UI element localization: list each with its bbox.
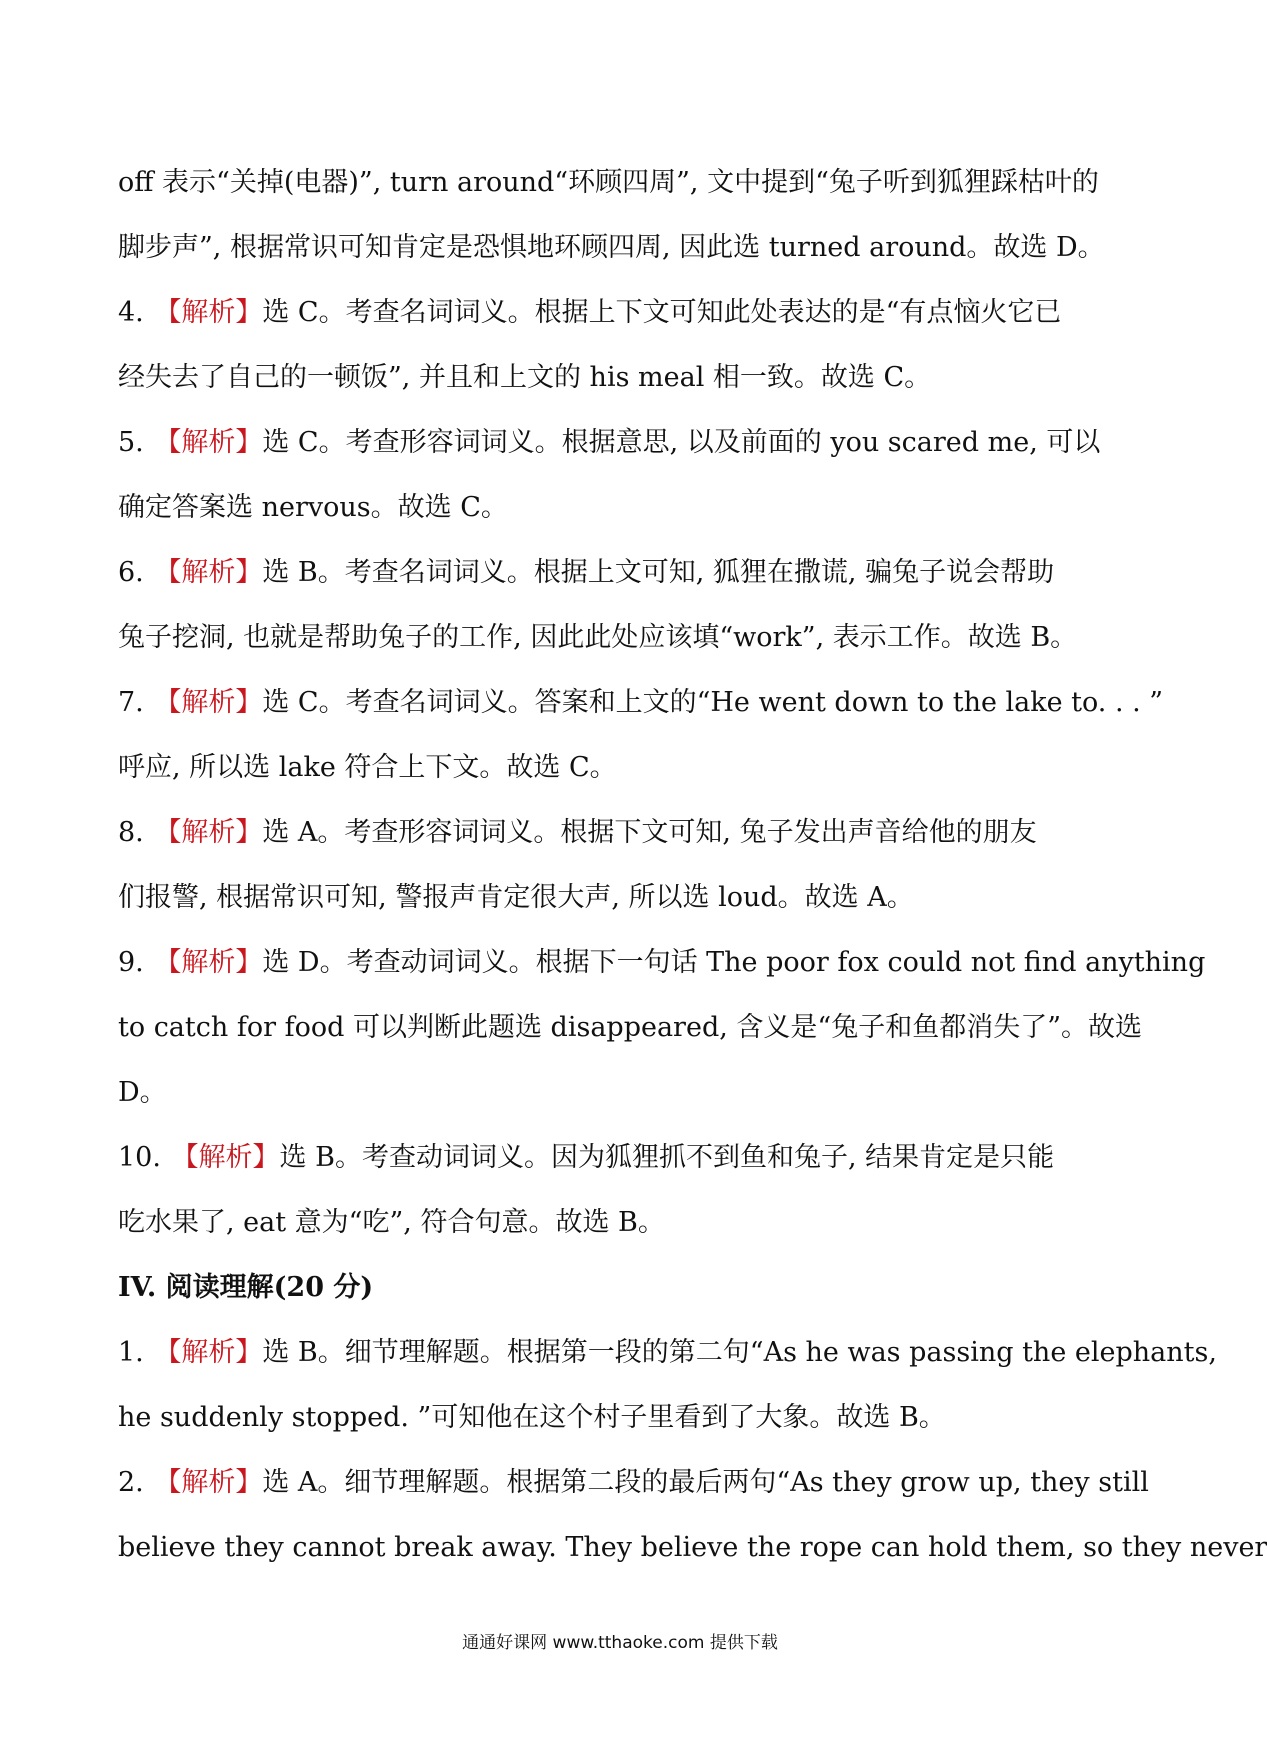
text-line: [118, 1125, 1128, 1190]
text-line: [118, 540, 1128, 605]
line-text: 确定答案选 nervous。故选 C。: [118, 492, 508, 523]
text-line: [118, 1450, 1149, 1515]
line-text: 选 B。考查动词词义。因为狐狸抓不到鱼和兔子, 结果肯定是只能: [279, 1142, 1055, 1173]
analysis-tag: 【解析】: [154, 1337, 263, 1368]
line-text: 呼应, 所以选 lake 符合上下文。故选 C。: [118, 752, 617, 783]
text-line: [118, 1320, 1217, 1385]
line-text: 兔子挖洞, 也就是帮助兔子的工作, 因此此处应该填“work”, 表示工作。故选 B。: [118, 622, 1078, 653]
text-line: [118, 1060, 1128, 1125]
analysis-tag: 【解析】: [154, 1467, 263, 1498]
text-line: [118, 1515, 1267, 1580]
line-text: 选 A。考查形容词词义。根据下文可知, 兔子发出声音给他的朋友: [262, 817, 1037, 848]
item-number: 8.: [118, 817, 153, 848]
text-line: [118, 215, 1128, 280]
answer-explanations: [118, 150, 1267, 1580]
line-text: 选 D。考查动词词义。根据下一句话 The poor fox could not find anything: [262, 947, 1206, 978]
line-text: 脚步声”, 根据常识可知肯定是恐惧地环顾四周, 因此选 turned around。故选 D。: [118, 232, 1105, 263]
text-line: [118, 605, 1128, 670]
analysis-tag: 【解析】: [171, 1142, 280, 1173]
text-line: [118, 410, 1128, 475]
item-number: 1.: [118, 1337, 153, 1368]
line-text: believe they cannot break away. They believe the rope can hold them, so they never: [118, 1532, 1267, 1563]
text-line: [118, 475, 1128, 540]
item-number: 4.: [118, 297, 153, 328]
text-line: [118, 1385, 1128, 1450]
item-number: 10.: [118, 1142, 170, 1173]
analysis-tag: 【解析】: [154, 687, 263, 718]
text-line: [118, 800, 1128, 865]
text-line: [118, 150, 1128, 215]
line-text: 选 C。考查名词词义。答案和上文的“He went down to the lake to. . . ”: [262, 687, 1164, 718]
text-line: [118, 930, 1206, 995]
line-text: 选 A。细节理解题。根据第二段的最后两句“As they grow up, they still: [262, 1467, 1149, 1498]
item-number: 9.: [118, 947, 153, 978]
item-number: 7.: [118, 687, 153, 718]
line-text: 选 C。考查名词词义。根据上下文可知此处表达的是“有点恼火它已: [262, 297, 1062, 328]
text-line: [118, 280, 1128, 345]
line-text: 选 B。考查名词词义。根据上文可知, 狐狸在撒谎, 骗兔子说会帮助: [262, 557, 1055, 588]
text-line: [118, 865, 1128, 930]
line-text: 经失去了自己的一顿饭”, 并且和上文的 his meal 相一致。故选 C。: [118, 362, 932, 393]
analysis-tag: 【解析】: [154, 557, 263, 588]
text-line: [118, 995, 1142, 1060]
line-text: 吃水果了, eat 意为“吃”, 符合句意。故选 B。: [118, 1207, 665, 1238]
line-text: 选 C。考查形容词词义。根据意思, 以及前面的 you scared me, 可以: [262, 427, 1101, 458]
text-line: [118, 345, 1128, 410]
item-number: 6.: [118, 557, 153, 588]
line-text: he suddenly stopped. ”可知他在这个村子里看到了大象。故选 B。: [118, 1402, 946, 1433]
text-line: [118, 670, 1164, 735]
line-text: to catch for food 可以判断此题选 disappeared, 含义是“兔子和鱼都消失了”。故选: [118, 1012, 1142, 1043]
line-text: D。: [118, 1077, 167, 1108]
line-text: 们报警, 根据常识可知, 警报声肯定很大声, 所以选 loud。故选 A。: [118, 882, 914, 913]
item-number: 5.: [118, 427, 153, 458]
footer-note: 通通好课网 www.tthaoke.com 提供下载: [462, 1633, 778, 1653]
analysis-tag: 【解析】: [154, 297, 263, 328]
analysis-tag: 【解析】: [154, 427, 263, 458]
line-text: 选 B。细节理解题。根据第一段的第二句“As he was passing the elephants,: [262, 1337, 1217, 1368]
heading-text: IV. 阅读理解(20 分): [118, 1272, 374, 1303]
section-heading: [118, 1255, 1128, 1320]
analysis-tag: 【解析】: [154, 817, 263, 848]
line-text: off 表示“关掉(电器)”, turn around“环顾四周”, 文中提到“兔子听到狐狸踩枯叶的: [118, 167, 1099, 198]
item-number: 2.: [118, 1467, 153, 1498]
text-line: [118, 1190, 1128, 1255]
analysis-tag: 【解析】: [154, 947, 263, 978]
text-line: [118, 735, 1128, 800]
